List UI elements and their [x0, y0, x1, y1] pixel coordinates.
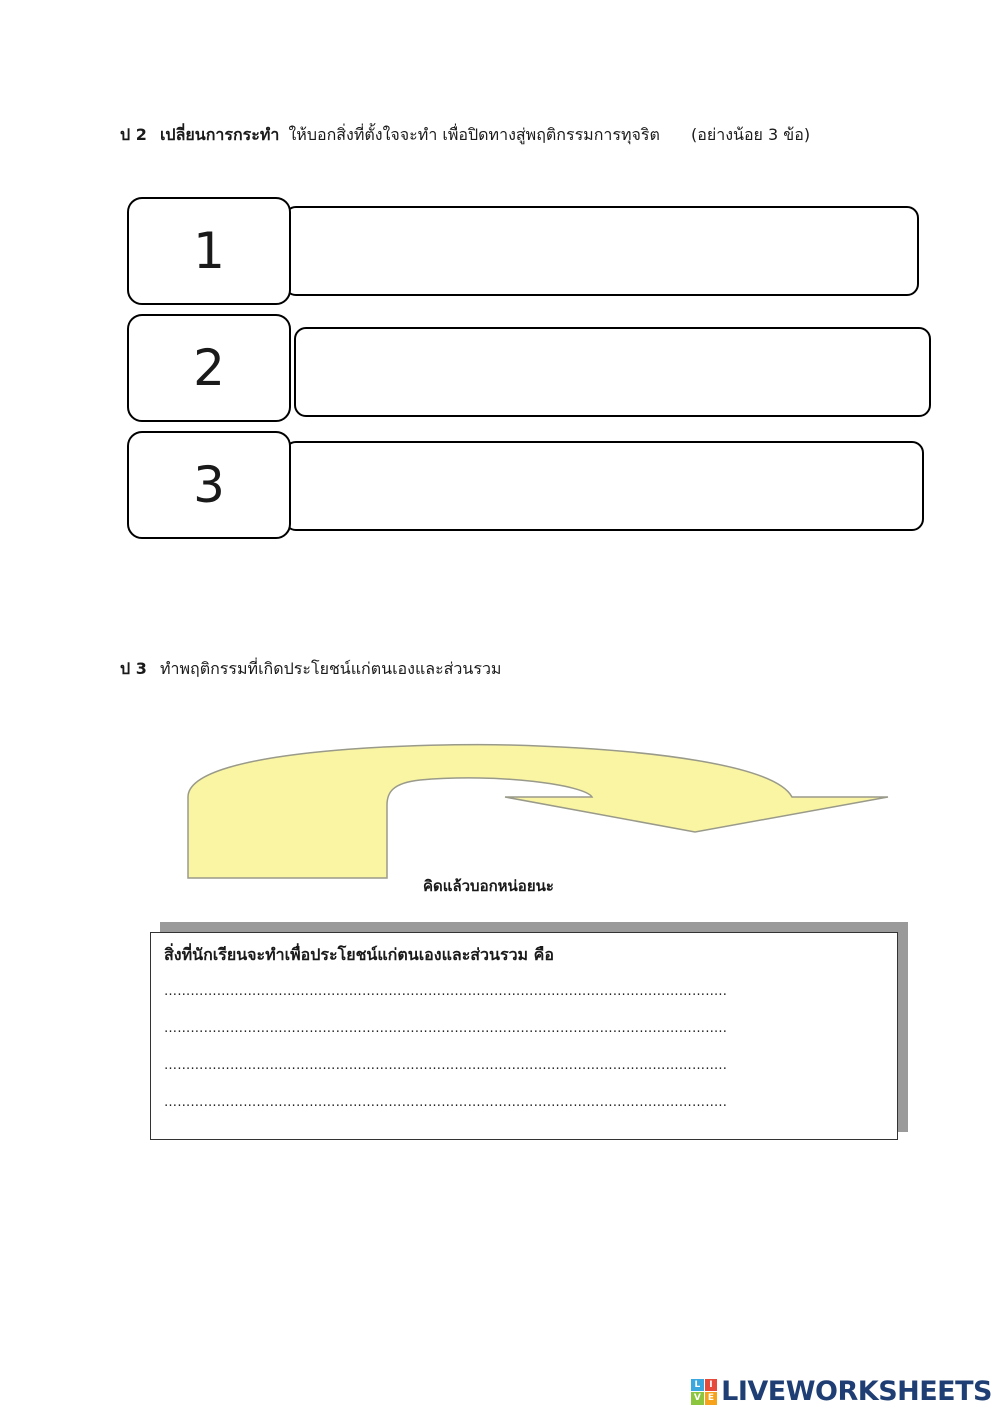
u-turn-arrow-icon [180, 735, 900, 885]
question-3-heading [120, 661, 501, 677]
question-2-text: ให้บอกสิ่งที่ตั้งใจจะทำ เพื่อปิดทางสู่พฤติกรรมการทุจริต [288, 125, 660, 144]
logo-square-i: I [705, 1379, 718, 1392]
arrow-shape [188, 745, 888, 878]
answer-line-1[interactable]: ……………………………………………………………………………………………………………….. [164, 984, 728, 999]
question-2-bold-title: เปลี่ยนการกระทำ [159, 125, 280, 144]
brand-name: LIVEWORKSHEETS [721, 1376, 992, 1407]
item-3-number-box: 3 [127, 431, 291, 539]
item-3-answer-box[interactable] [284, 441, 924, 531]
logo-square-e: E [705, 1392, 718, 1405]
answer-card [150, 932, 898, 1140]
logo-square-v: V [691, 1392, 704, 1405]
item-2-answer-box[interactable] [294, 327, 931, 417]
think-and-tell-label: คิดแล้วบอกหน่อยนะ [423, 877, 554, 895]
liveworksheets-footer [691, 1376, 992, 1407]
item-2-number-box: 2 [127, 314, 291, 422]
answer-card-title: สิ่งที่นักเรียนจะทำเพื่อประโยชน์แก่ตนเองและส่วนรวม คือ [164, 945, 554, 964]
question-3-number: ป 3 [120, 659, 147, 678]
answer-line-2[interactable]: ……………………………………………………………………………………………………………….. [164, 1021, 728, 1036]
answer-line-3[interactable]: ……………………………………………………………………………………………………………….. [164, 1058, 728, 1073]
question-2-heading [120, 127, 810, 143]
question-3-text: ทำพฤติกรรมที่เกิดประโยชน์แก่ตนเองและส่วนรวม [159, 659, 502, 678]
item-1-number-box: 1 [127, 197, 291, 305]
item-1-answer-box[interactable] [284, 206, 919, 296]
liveworksheets-logo-icon [691, 1379, 717, 1405]
question-2-note: (อย่างน้อย 3 ข้อ) [690, 125, 811, 144]
question-2-number: ป 2 [120, 125, 147, 144]
logo-square-l: L [691, 1379, 704, 1392]
answer-line-4[interactable]: ……………………………………………………………………………………………………………….. [164, 1095, 728, 1110]
